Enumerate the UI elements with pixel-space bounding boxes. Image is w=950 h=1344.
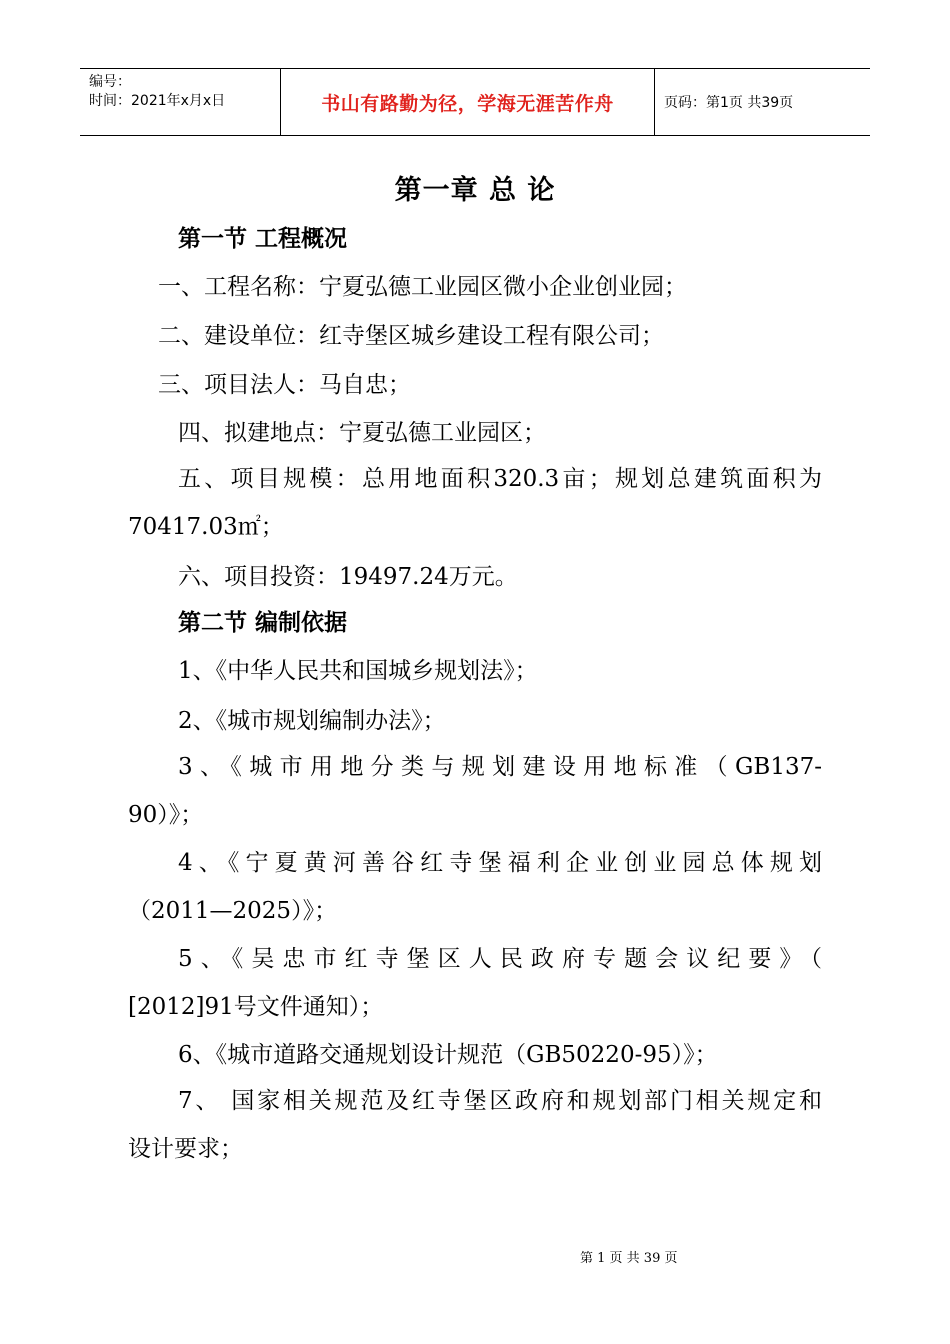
basis-item-3-cont: 90）》； <box>128 802 204 828</box>
basis-item-7-cont: 设计要求； <box>128 1136 243 1162</box>
header-page-info: 页码：第1页 共39页 <box>664 95 794 111</box>
overview-item-legal: 三、项目法人：马自忠； <box>158 372 411 398</box>
overview-item-scale: 五、项目规模：总用地面积320.3亩；规划总建筑面积为 <box>178 466 822 492</box>
basis-item-4: 4、《宁夏黄河善谷红寺堡福利企业创业园总体规划 <box>178 850 822 876</box>
overview-item-investment: 六、项目投资：19497.24万元。 <box>178 564 518 590</box>
basis-item-2: 2、《城市规划编制办法》； <box>178 708 446 734</box>
basis-item-7: 7、 国家相关规范及红寺堡区政府和规划部门相关规定和 <box>178 1088 822 1114</box>
overview-item-builder: 二、建设单位：红寺堡区城乡建设工程有限公司； <box>158 323 664 349</box>
basis-item-3: 3、《城市用地分类与规划建设用地标准（GB137- <box>178 754 822 780</box>
overview-item-location: 四、拟建地点：宁夏弘德工业园区； <box>178 420 546 446</box>
section-title-overview: 第一节 工程概况 <box>178 226 348 252</box>
overview-item-name: 一、工程名称：宁夏弘德工业园区微小企业创业园； <box>158 274 687 300</box>
header-motto: 书山有路勤为径，学海无涯苦作舟 <box>281 69 655 135</box>
chapter-title: 第一章 总 论 <box>394 175 556 206</box>
header-meta <box>80 69 281 135</box>
basis-item-1: 1、《中华人民共和国城乡规划法》； <box>178 658 538 684</box>
basis-item-4-cont: （2011—2025）》； <box>128 898 338 924</box>
page-footer: 第 1 页 共 39 页 <box>580 1251 678 1266</box>
header-time: 时间：2021年x月x日 <box>89 93 226 109</box>
overview-item-scale-cont: 70417.03㎡； <box>128 514 284 540</box>
basis-item-5-cont: [2012]91号文件通知）； <box>128 994 384 1020</box>
basis-item-6: 6、《城市道路交通规划设计规范（GB50220-95）》； <box>178 1042 718 1068</box>
header-number: 编号： <box>89 74 131 90</box>
basis-item-5: 5、《吴忠市红寺堡区人民政府专题会议纪要》（ <box>178 946 822 972</box>
section-title-basis: 第二节 编制依据 <box>178 610 348 636</box>
page-header <box>80 68 870 136</box>
